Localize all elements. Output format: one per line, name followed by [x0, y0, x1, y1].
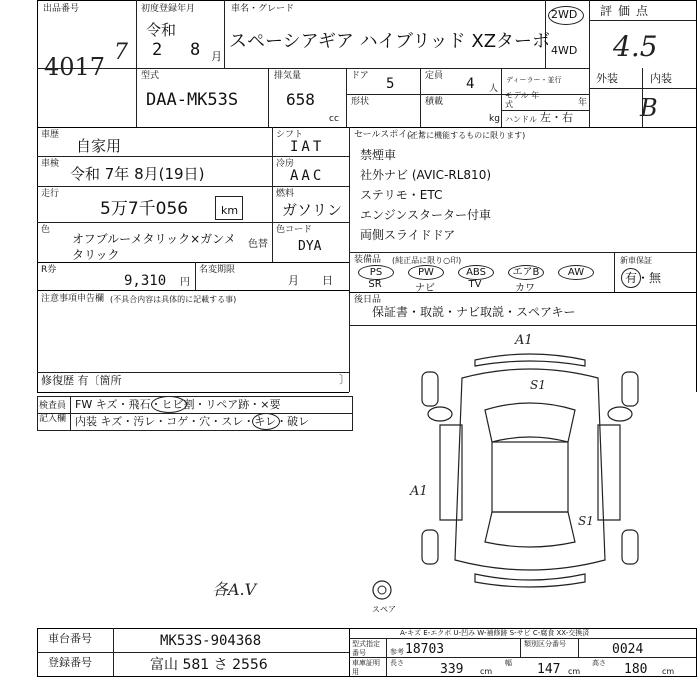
equipment-item: AW — [558, 265, 594, 280]
model-label: 型式 — [141, 71, 160, 81]
height-label: 高さ — [592, 659, 606, 667]
handle-label: ハンドル — [505, 115, 537, 124]
flying-stone-circle — [151, 396, 187, 413]
back-items: 保証書・取説・ナビ取説・スペアキー — [372, 305, 576, 319]
capacity-value: 4 — [466, 76, 475, 92]
chassis-label: 車台番号 — [48, 632, 92, 645]
handle-value: 左・右 — [540, 111, 573, 124]
equipment-item-sub: SR — [368, 279, 382, 290]
equipment-note: (純正品に限り○印) — [392, 256, 462, 265]
equipment-item: エアB — [508, 265, 544, 280]
reg-era: 令和 — [146, 21, 177, 39]
recycle-label: R券 — [41, 265, 57, 275]
sales-point-item: ステリモ・ETC — [360, 188, 443, 202]
equipment-item: PS — [358, 265, 394, 280]
sales-title: セールスポイント — [354, 130, 426, 140]
name-change-label: 名変期限 — [199, 265, 236, 275]
inspection-label: 車検 — [41, 159, 60, 169]
sales-point-item: 禁煙車 — [360, 148, 397, 162]
color-code-label: 色コード — [276, 225, 313, 235]
model-value: DAA-MK53S — [146, 90, 239, 110]
interior-grade: B — [640, 94, 658, 122]
warranty-label: 新車保証 — [620, 256, 652, 265]
recycle-fee: 9,310 — [124, 273, 167, 289]
spare-label: スペア — [372, 605, 396, 614]
year-unit: 年 — [578, 98, 588, 108]
score-value: 4.5 — [613, 30, 658, 63]
plate-label: 登録番号 — [48, 656, 92, 669]
length-value: 339 — [440, 662, 464, 677]
ac-value: AAC — [290, 168, 325, 184]
history-label: 車歴 — [41, 130, 60, 140]
name-label: 車名・グレード — [231, 4, 295, 14]
vehicle-cert-label: 車庫証明用 — [352, 659, 380, 676]
name-change-day: 日 — [322, 274, 333, 287]
scuff-circle — [252, 413, 280, 430]
mark-left-a1: A1 — [410, 484, 428, 499]
model-year-label: モデル 年式 — [505, 91, 540, 109]
caution-note: (不具合内容は具体的に記載する事) — [110, 295, 237, 304]
plate-value: 富山 581 さ 2556 — [150, 657, 268, 673]
lot-mark: 7 — [114, 40, 128, 65]
shift-label: シフト — [276, 130, 304, 140]
displacement-value: 658 — [286, 90, 315, 109]
equipment-item: PW — [408, 265, 444, 280]
sales-note: (正常に機能するものに限ります) — [407, 131, 526, 140]
reg-year: 2 — [152, 40, 163, 60]
door-label: ドア — [351, 71, 369, 81]
shape-label: 形状 — [351, 97, 370, 107]
warranty-value: 有・無 — [625, 271, 662, 285]
equipment-item: ABS — [458, 265, 494, 280]
score-label: 評価点 — [600, 4, 655, 18]
equipment-item-sub: ナビ — [415, 283, 435, 294]
damage-legend: A-キズ E-エクボ U-凹み W-補修跡 S-サビ C-腐食 XX-交換済 — [400, 629, 590, 637]
interior-label: 内装 — [650, 72, 672, 85]
drive-2wd: 2WD — [551, 8, 578, 21]
equipment-list — [358, 265, 618, 293]
frame-right — [696, 0, 697, 392]
first-reg-label: 初度登録年月 — [141, 4, 196, 14]
equipment-title: 装備品 — [354, 255, 382, 265]
inspector-line1: FW キズ・飛石・ヒビ割・リペア跡・×要 — [75, 398, 281, 411]
mark-front-a1: A1 — [515, 333, 533, 348]
frame-left — [37, 0, 38, 392]
load-label: 積載 — [425, 97, 444, 107]
mark-right-s1: S1 — [578, 514, 594, 528]
caution-label: 注意事項申告欄 — [41, 294, 105, 304]
exterior-label: 外装 — [596, 72, 618, 85]
reg-month: 8 — [190, 40, 201, 60]
category-label: 類別区分番号 — [524, 640, 566, 648]
capacity-unit: 人 — [489, 84, 499, 94]
shift-value: IAT — [290, 139, 325, 155]
repair-bracket: 〕 — [339, 373, 350, 386]
sales-point-item: 社外ナビ (AVIC-RL810) — [360, 168, 492, 182]
fuel-value: ガソリン — [282, 201, 343, 219]
height-value: 180 — [624, 662, 648, 677]
inspection-value: 令和 7年 8月(19日) — [70, 165, 205, 183]
equipment-item-sub: TV — [468, 279, 482, 290]
inspector-line2: 内装 キズ・汚レ・コゲ・穴・スレ・キレ・破レ — [75, 415, 310, 428]
history-value: 自家用 — [76, 137, 122, 155]
width-label: 幅 — [505, 659, 512, 667]
sales-point-item: エンジンスターター付車 — [360, 208, 492, 222]
yen-unit: 円 — [180, 277, 190, 288]
category-value: 0024 — [612, 642, 644, 657]
height-unit: cm — [662, 667, 675, 676]
lot-number: 4017 — [44, 53, 106, 81]
length-unit: cm — [480, 667, 493, 676]
back-label: 後日品 — [354, 295, 382, 305]
width-unit: cm — [568, 667, 581, 676]
equipment-item-sub: カワ — [515, 283, 535, 294]
doors-value: 5 — [386, 76, 395, 92]
mileage-label: 走行 — [41, 189, 60, 199]
dealer-label: ディーラー・並行 — [506, 76, 562, 84]
displacement-label: 排気量 — [274, 71, 302, 81]
kg-unit: kg — [489, 114, 500, 124]
color-change-label: 色替 — [248, 239, 268, 250]
type-no-ref: 参考 — [390, 648, 404, 656]
handwritten-note: 各A.V — [212, 580, 257, 599]
color-code-value: DYA — [298, 239, 322, 254]
mileage-value: 5万7千056 — [100, 199, 189, 219]
month-unit: 月 — [211, 50, 222, 63]
km-box — [215, 196, 243, 220]
ac-label: 冷房 — [276, 159, 295, 169]
color-value: オフブルーメタリック×ガンメタリック — [72, 232, 236, 262]
drive-4wd: 4WD — [551, 44, 578, 57]
type-no-label: 型式指定番号 — [352, 640, 380, 657]
mark-windshield-s1: S1 — [530, 378, 546, 392]
lot-label: 出品番号 — [43, 4, 80, 14]
car-diagram — [400, 330, 660, 620]
capacity-label: 定員 — [425, 71, 444, 81]
car-name: スペーシアギア ハイブリッド XZターボ — [229, 31, 551, 52]
color-label: 色 — [41, 225, 51, 235]
length-label: 長さ — [390, 659, 404, 667]
name-change-month: 月 — [288, 274, 299, 287]
km-unit: km — [221, 204, 239, 217]
sales-point-item: 両側スライドドア — [360, 228, 456, 242]
cc-unit: cc — [329, 114, 339, 124]
chassis-value: MK53S-904368 — [160, 633, 262, 649]
width-value: 147 — [537, 662, 561, 677]
repair-label: 修復歴 有〔箇所 — [41, 374, 122, 387]
type-no-value: 18703 — [405, 642, 445, 657]
inspector-label: 検査員 記入欄 — [39, 401, 67, 424]
fuel-label: 燃料 — [276, 189, 295, 199]
